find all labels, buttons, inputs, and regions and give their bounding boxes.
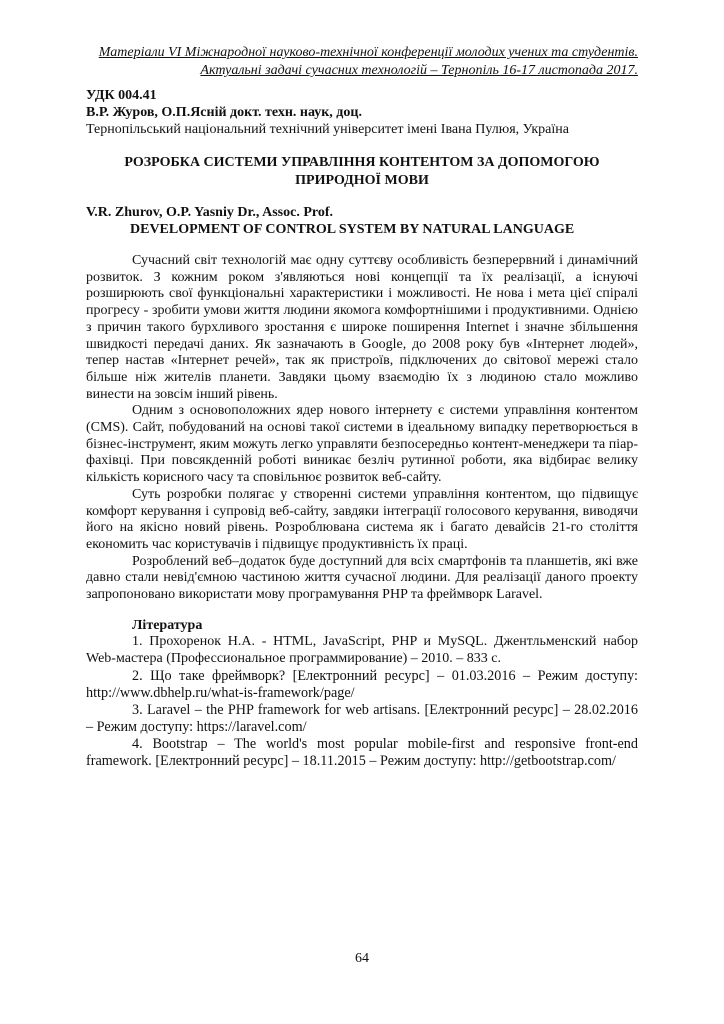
body-paragraph-4: Розроблений веб–додаток буде доступний для всіх смартфонів та планшетів, які вже давно стали невід'ємною частиною життя сучасної людини. Для реалізації даного проекту запропоновано використати мову програмування PHP та фреймворк Laravel. bbox=[86, 553, 638, 603]
paper-title-english: DEVELOPMENT OF CONTROL SYSTEM BY NATURAL LANGUAGE bbox=[130, 222, 575, 237]
reference-item-4: 4. Bootstrap – The world's most popular mobile-first and responsive front-end framework. [Електронний ресурс] – 18.11.2015 – Режим доступу: http://getbootstrap.com/ bbox=[86, 735, 638, 769]
page-number: 64 bbox=[355, 951, 369, 966]
reference-item-3: 3. Laravel – the PHP framework for web artisans. [Електронний ресурс] – 28.02.2016 – Режим доступу: https://laravel.com/ bbox=[86, 701, 638, 735]
body-paragraph-2: Одним з основоположних ядер нового інтернету є системи управління контентом (CMS). Сайт, побудований на основі такої системи в ідеальному випадку перетворюється в бізнес-інструмент, яким можуть легко управляти безпосередньо контент-менеджери та піар-фахівці. При повсякденній роботі виникає безліч рутинної роботи, яка відбирає велику кількість корисного часу та сповільнює розвиток веб-сайту. bbox=[86, 403, 638, 486]
authors-ukrainian: В.Р. Журов, О.П.Ясній докт. техн. наук, доц. bbox=[86, 105, 362, 120]
authors-english: V.R. Zhurov, O.P. Yasniy Dr., Assoc. Prof. bbox=[86, 205, 333, 220]
paper-title-ukrainian: РОЗРОБКА СИСТЕМИ УПРАВЛІННЯ КОНТЕНТОМ ЗА ДОПОМОГОЮ ПРИРОДНОЇ МОВИ bbox=[124, 155, 600, 188]
reference-item-2: 2. Що таке фреймворк? [Електронний ресурс] – 01.03.2016 – Режим доступу: http://www.dbhelp.ru/what-is-framework/page/ bbox=[86, 667, 638, 701]
reference-item-1: 1. Прохоренок Н.А. - HTML, JavaScript, PHP и MySQL. Джентльменский набор Web-мастера (Профессиональное программирование) – 2010. – 833 с. bbox=[86, 634, 638, 667]
references-heading: Література bbox=[132, 617, 203, 633]
conference-header-line-1: Матеріали VІ Міжнародної науково-технічної конференції молодих учених та студентів. bbox=[98, 45, 638, 60]
affiliation: Тернопільський національний технічний університет імені Івана Пулюя, Україна bbox=[86, 122, 569, 137]
body-paragraph-3: Суть розробки полягає у створенні системи управління контентом, що підвищує комфорт керування і супровід веб-сайту, завдяки інтеграції голосового керування, виводячи його на якісно новий рівень. Розроблювана система як і багато девайсів 21-го століття економить час користувачів і підвищує продуктивність їх праці. bbox=[86, 486, 638, 552]
udk-code: УДК 004.41 bbox=[86, 88, 157, 103]
paper-body bbox=[86, 253, 638, 770]
body-paragraph-1: Сучасний світ технологій має одну суттєву особливість безперервний і динамічний розвиток. З кожним роком з'являються нові концепції та їх реалізації, а існуючі розширюють свої функціональні характеристики і можливості. Не нова і мета цієї спіралі прогресу - зробити умови життя людини якомога комфортнішими і продуктивними. Однією з причин такого бурхливого зростання є широке поширення Internet і значне збільшення швидкості передачі даних. Як зазначають в Google, до 2008 року був «Інтернет людей», тепер настав «Інтернет речей», так як пристроїв, підключених до світової мережі стало більше ніж жителів планети. Завдяки цьому взаємодію їх з людиною стало можливо винести на зовсім інший рівень. bbox=[86, 253, 638, 402]
conference-header-line-2: Актуальні задачі сучасних технологій – Тернопіль 16-17 листопада 2017. bbox=[200, 63, 638, 78]
